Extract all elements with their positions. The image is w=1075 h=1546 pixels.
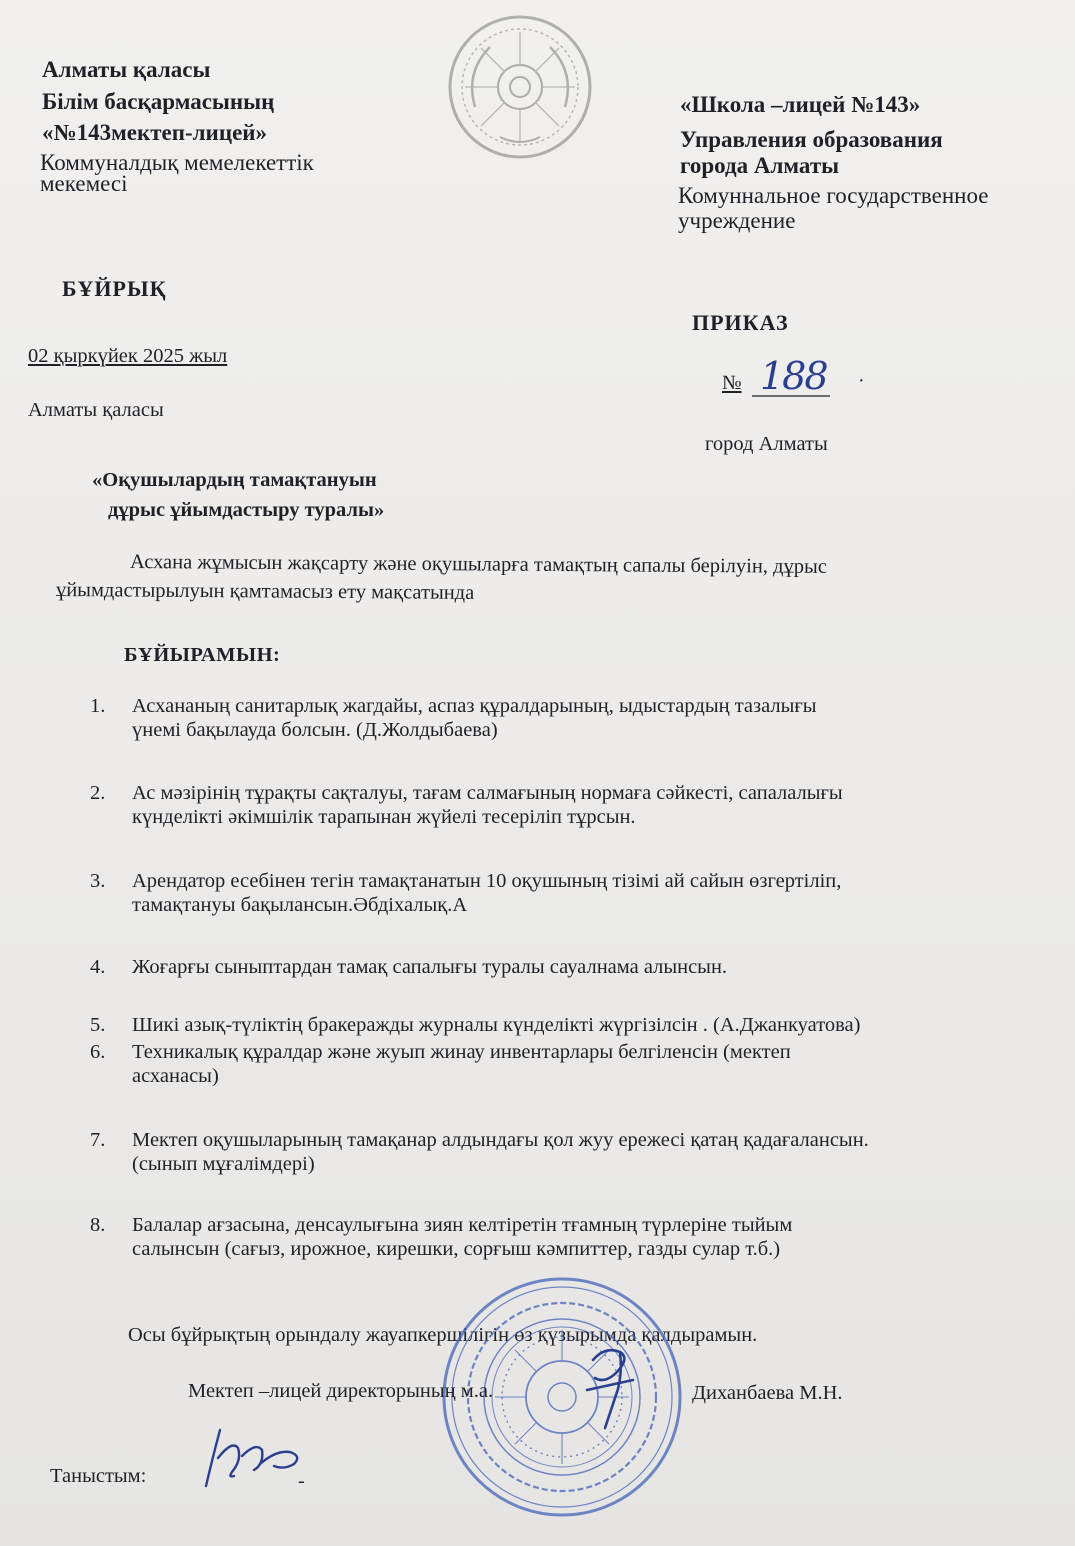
item-line: тамақтануы бақылансын.Әбдіхалық.А (132, 894, 468, 916)
order-number-prefix: № (722, 372, 742, 394)
order-title-ru: ПРИКАЗ (692, 310, 789, 335)
item-line: Техникалық құралдар және жуып жинау инвентарлары белгіленсін (мектеп (132, 1041, 791, 1063)
header-right-line3: города Алматы (680, 153, 840, 178)
acquainted-signature-icon (198, 1420, 313, 1490)
header-left-line2: Білім басқармасының (42, 89, 275, 114)
item-line: Шикі азық-түліктің бракеражды журналы күнделікті жүргізілсін . (А.Джанкуатова) (132, 1014, 861, 1036)
subject-line1: «Оқушылардың тамақтануын (92, 469, 377, 491)
acquainted-label: Таныстым: (50, 1465, 147, 1487)
item-line: күнделікті әкімшілік тарапынан жүйелі тесеріліп тұрсын. (132, 806, 636, 828)
header-right-line2: Управления образования (680, 127, 943, 152)
city-kz: Алматы қаласы (28, 399, 164, 421)
item-line: Мектеп оқушыларының тамақанар алдындағы қол жуу ережесі қатаң қадағалансын. (132, 1129, 869, 1151)
state-emblem-icon (445, 12, 595, 162)
order-number-underline (752, 392, 832, 400)
preamble-line1: Асхана жұмысын жақсарту және оқушыларға тамақтың сапалы берілуін, дұрыс (129, 551, 827, 578)
item-line: Асхананың санитарлық жагдайы, аспаз құралдарының, ыдыстардың тазалығы (132, 695, 817, 717)
subject-line2: дұрыс ұйымдастыру туралы» (108, 499, 385, 521)
item-line: Арендатор есебінен тегін тамақтанатын 10 оқушының тізімі ай сайын өзгертіліп, (132, 870, 842, 892)
item-line: үнемі бақылауда болсын. (Д.Жолдыбаева) (132, 719, 498, 741)
item-line: Ас мәзірінің тұрақты сақталуы, тағам салмағының нормаға сәйкесті, сапалалығы (132, 782, 843, 804)
header-left-line1: Алматы қаласы (42, 57, 211, 82)
header-right-line1: «Школа –лицей №143» (680, 92, 921, 117)
city-ru: город Алматы (705, 433, 828, 455)
item-line: Жоғарғы сыныптардан тамақ сапалығы туралы сауалнама алынсын. (132, 956, 728, 978)
item-number: 4. (90, 956, 106, 978)
header-left-line5: мекемесі (40, 171, 128, 196)
item-line: асханасы) (132, 1065, 219, 1087)
acquainted-dot: - (298, 1470, 305, 1492)
director-signature-icon (575, 1338, 645, 1433)
command-heading: БҰЙЫРАМЫН: (124, 644, 281, 666)
header-left-line3: «№143мектеп-лицей» (42, 120, 268, 145)
order-number-handwritten: 188 (760, 354, 827, 398)
item-number: 2. (90, 782, 106, 804)
header-right-line5: учреждение (678, 208, 796, 233)
header-right-line4: Комуннальное государственное (678, 183, 989, 208)
item-number: 3. (90, 870, 106, 892)
item-line: салынсын (сағыз, ирожное, кирешки, сорғыш кәмпиттер, газды сулар т.б.) (132, 1238, 781, 1260)
signature-name: Диханбаева М.Н. (692, 1382, 843, 1404)
order-date: 02 қыркүйек 2025 жыл (28, 345, 228, 367)
header-left-line4: Коммуналдық мемелекеттік (40, 150, 314, 175)
item-number: 6. (90, 1041, 106, 1063)
item-line: (сынып мұғалімдері) (132, 1153, 315, 1175)
order-title-kz: БҰЙРЫҚ (62, 276, 167, 301)
item-line: Балалар ағзасына, денсаулығына зиян келтіретін тғамның түрлеріне тыйым (132, 1214, 793, 1236)
item-number: 8. (90, 1214, 106, 1236)
closing-text: Осы бұйрықтың орындалу жауапкершілігін өз қүзырымда қалдырамын. (128, 1324, 758, 1346)
signature-position: Мектеп –лицей директорының м.а. (188, 1380, 494, 1402)
item-number: 5. (90, 1014, 106, 1036)
item-number: 1. (90, 695, 106, 717)
item-number: 7. (90, 1129, 106, 1151)
order-number-dot: · (858, 370, 865, 392)
preamble-line2: ұйымдастырылуын қамтамасыз ету мақсатында (55, 579, 475, 604)
